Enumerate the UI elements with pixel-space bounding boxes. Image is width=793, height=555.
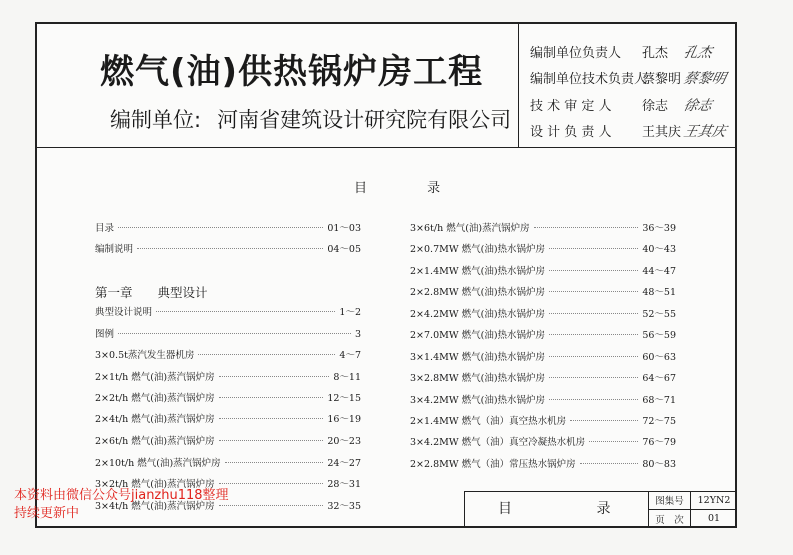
toc-entry-label: 3×6t/h 燃气(油)蒸汽锅炉房 bbox=[410, 223, 530, 234]
toc-entry-label: 2×4.2MW 燃气(油)热水锅炉房 bbox=[410, 309, 546, 320]
toc-entry-label: 3×4t/h 燃气(油)蒸汽锅炉房 bbox=[95, 501, 215, 512]
toc-entry-page: 48～51 bbox=[642, 287, 676, 298]
handwritten-signature: 蔡黎明 bbox=[682, 71, 728, 87]
toc-entry-label: 2×2t/h 燃气(油)蒸汽锅炉房 bbox=[95, 393, 215, 404]
toc-entry-label: 2×1t/h 燃气(油)蒸汽锅炉房 bbox=[95, 372, 215, 383]
toc-leader-dots bbox=[549, 270, 638, 271]
toc-leader-dots bbox=[219, 397, 324, 398]
toc-entry-page: 60～63 bbox=[642, 352, 676, 363]
handwritten-signature: 王其庆 bbox=[682, 124, 728, 140]
signature-role: 编制单位负责人 bbox=[530, 46, 622, 61]
toc-entry-page: 64～67 bbox=[642, 373, 676, 384]
toc-entry bbox=[95, 347, 361, 363]
compiling-unit bbox=[110, 104, 511, 134]
toc-entry bbox=[410, 327, 676, 343]
toc-entry-label: 2×1.4MW 燃气(油)热水锅炉房 bbox=[410, 266, 546, 277]
toc-leader-dots bbox=[549, 399, 638, 400]
toc-entry-label: 3×0.5t蒸汽发生器机房 bbox=[95, 350, 195, 361]
toc-entry-page: 28～31 bbox=[327, 479, 361, 490]
watermark-line-2: 持续更新中 bbox=[14, 506, 80, 521]
toc-entry-page: 01～03 bbox=[327, 223, 361, 234]
handwritten-signature: 徐志 bbox=[682, 98, 714, 114]
signature-row bbox=[530, 42, 712, 62]
toc-leader-dots bbox=[219, 440, 324, 441]
toc-entry-page: 44～47 bbox=[642, 266, 676, 277]
toc-leader-dots bbox=[219, 505, 324, 506]
toc-leader-dots bbox=[570, 420, 638, 421]
toc-leader-dots bbox=[118, 227, 323, 228]
toc-leader-dots bbox=[549, 377, 638, 378]
toc-leader-dots bbox=[118, 333, 351, 334]
toc-entry bbox=[95, 326, 361, 342]
toc-entry bbox=[95, 390, 361, 406]
toc-leader-dots bbox=[580, 463, 639, 464]
toc-entry-page: 1～2 bbox=[339, 307, 361, 318]
toc-leader-dots bbox=[198, 354, 335, 355]
toc-entry-page: 80～83 bbox=[642, 459, 676, 470]
toc-entry-page: 16～19 bbox=[327, 414, 361, 425]
toc-entry-page: 4～7 bbox=[339, 350, 361, 361]
toc-leader-dots bbox=[137, 248, 323, 249]
toc-entry bbox=[95, 241, 361, 257]
toc-leader-dots bbox=[534, 227, 639, 228]
toc-entry-label: 3×2.8MW 燃气(油)热水锅炉房 bbox=[410, 373, 546, 384]
toc-leader-dots bbox=[219, 483, 324, 484]
signature-role: 技 术 审 定 人 bbox=[530, 99, 612, 114]
document-title: 燃气(油)供热锅炉房工程 bbox=[100, 52, 484, 92]
toc-entry-label: 2×2.8MW 燃气（油）常压热水锅炉房 bbox=[410, 459, 576, 470]
toc-entry-page: 24～27 bbox=[327, 458, 361, 469]
toc-entry-page: 76～79 bbox=[642, 437, 676, 448]
toc-entry-label: 3×2t/h 燃气(油)蒸汽锅炉房 bbox=[95, 479, 215, 490]
signature-role: 设 计 负 责 人 bbox=[530, 125, 612, 140]
atlas-number-value: 12YN2 bbox=[690, 491, 737, 509]
toc-entry bbox=[410, 349, 676, 365]
toc-heading: 目 录 bbox=[354, 181, 469, 196]
toc-entry-label: 图例 bbox=[95, 329, 115, 340]
toc-entry-label: 2×7.0MW 燃气(油)热水锅炉房 bbox=[410, 330, 546, 341]
toc-leader-dots bbox=[549, 248, 638, 249]
toc-entry bbox=[95, 455, 361, 471]
toc-leader-dots bbox=[219, 376, 330, 377]
toc-entry-page: 3 bbox=[354, 329, 361, 340]
toc-entry bbox=[410, 456, 676, 472]
toc-leader-dots bbox=[549, 291, 638, 292]
signature-person: 孔杰 bbox=[642, 46, 669, 61]
toc-entry bbox=[410, 306, 676, 322]
toc-entry-page: 52～55 bbox=[642, 309, 676, 320]
toc-entry-page: 56～59 bbox=[642, 330, 676, 341]
toc-entry bbox=[410, 413, 676, 429]
toc-entry bbox=[410, 434, 676, 450]
page-number-value: 01 bbox=[690, 509, 737, 528]
toc-entry bbox=[95, 220, 361, 236]
toc-entry-label: 编制说明 bbox=[95, 244, 134, 255]
signature-person: 徐志 bbox=[642, 99, 669, 114]
toc-entry-page: 12～15 bbox=[327, 393, 361, 404]
signature-person: 蔡黎明 bbox=[642, 72, 682, 87]
atlas-number-label: 图集号 bbox=[648, 491, 690, 509]
toc-entry bbox=[95, 411, 361, 427]
compiling-unit-label: 编制单位: bbox=[110, 108, 202, 132]
toc-leader-dots bbox=[549, 313, 638, 314]
toc-leader-dots bbox=[589, 441, 638, 442]
toc-entry bbox=[410, 241, 676, 257]
toc-entry-label: 2×4t/h 燃气(油)蒸汽锅炉房 bbox=[95, 414, 215, 425]
watermark-line-1: 本资料由微信公众号jianzhu118整理 bbox=[14, 488, 229, 503]
toc-leader-dots bbox=[549, 334, 638, 335]
toc-entry bbox=[95, 433, 361, 449]
toc-entry-page: 40～43 bbox=[642, 244, 676, 255]
signature-row bbox=[530, 68, 726, 88]
toc-entry-label: 典型设计说明 bbox=[95, 307, 153, 318]
toc-entry-label: 3×4.2MW 燃气(油)热水锅炉房 bbox=[410, 395, 546, 406]
toc-entry-page: 20～23 bbox=[327, 436, 361, 447]
toc-entry-page: 72～75 bbox=[642, 416, 676, 427]
toc-entry bbox=[410, 392, 676, 408]
toc-entry-label: 2×1.4MW 燃气（油）真空热水机房 bbox=[410, 416, 567, 427]
toc-entry-page: 68～71 bbox=[642, 395, 676, 406]
toc-entry-label: 2×6t/h 燃气(油)蒸汽锅炉房 bbox=[95, 436, 215, 447]
toc-entry-label: 2×2.8MW 燃气(油)热水锅炉房 bbox=[410, 287, 546, 298]
footer-divider bbox=[648, 509, 737, 510]
toc-entry-page: 8～11 bbox=[333, 372, 361, 383]
toc-entry-page: 36～39 bbox=[642, 223, 676, 234]
signature-role: 编制单位技术负责人 bbox=[530, 72, 648, 87]
toc-entry bbox=[410, 220, 676, 236]
toc-leader-dots bbox=[225, 462, 324, 463]
toc-entry-page: 04～05 bbox=[327, 244, 361, 255]
toc-chapter-heading bbox=[95, 283, 361, 299]
footer-title: 目 录 bbox=[498, 501, 651, 517]
toc-entry-label: 2×0.7MW 燃气(油)热水锅炉房 bbox=[410, 244, 546, 255]
toc-entry-label: 3×1.4MW 燃气(油)热水锅炉房 bbox=[410, 352, 546, 363]
signature-row bbox=[530, 95, 712, 115]
compiling-unit-name: 河南省建筑设计研究院有限公司 bbox=[217, 108, 512, 132]
toc-entry bbox=[95, 304, 361, 320]
toc-entry-label: 3×4.2MW 燃气（油）真空冷凝热水机房 bbox=[410, 437, 586, 448]
signature-row bbox=[530, 121, 726, 141]
toc-entry-label: 目录 bbox=[95, 223, 115, 234]
toc-leader-dots bbox=[156, 311, 335, 312]
toc-entry-page: 32～35 bbox=[327, 501, 361, 512]
toc-leader-dots bbox=[219, 418, 324, 419]
toc-entry bbox=[95, 369, 361, 385]
toc-entry bbox=[410, 263, 676, 279]
toc-entry-label: 第一章 典型设计 bbox=[95, 285, 208, 300]
toc-entry bbox=[410, 370, 676, 386]
handwritten-signature: 孔杰 bbox=[682, 45, 714, 61]
toc-leader-dots bbox=[549, 356, 638, 357]
page-number-label: 页 次 bbox=[648, 509, 690, 528]
toc-entry bbox=[410, 284, 676, 300]
signature-person: 王其庆 bbox=[642, 125, 682, 140]
toc-entry-label: 2×10t/h 燃气(油)蒸汽锅炉房 bbox=[95, 458, 221, 469]
